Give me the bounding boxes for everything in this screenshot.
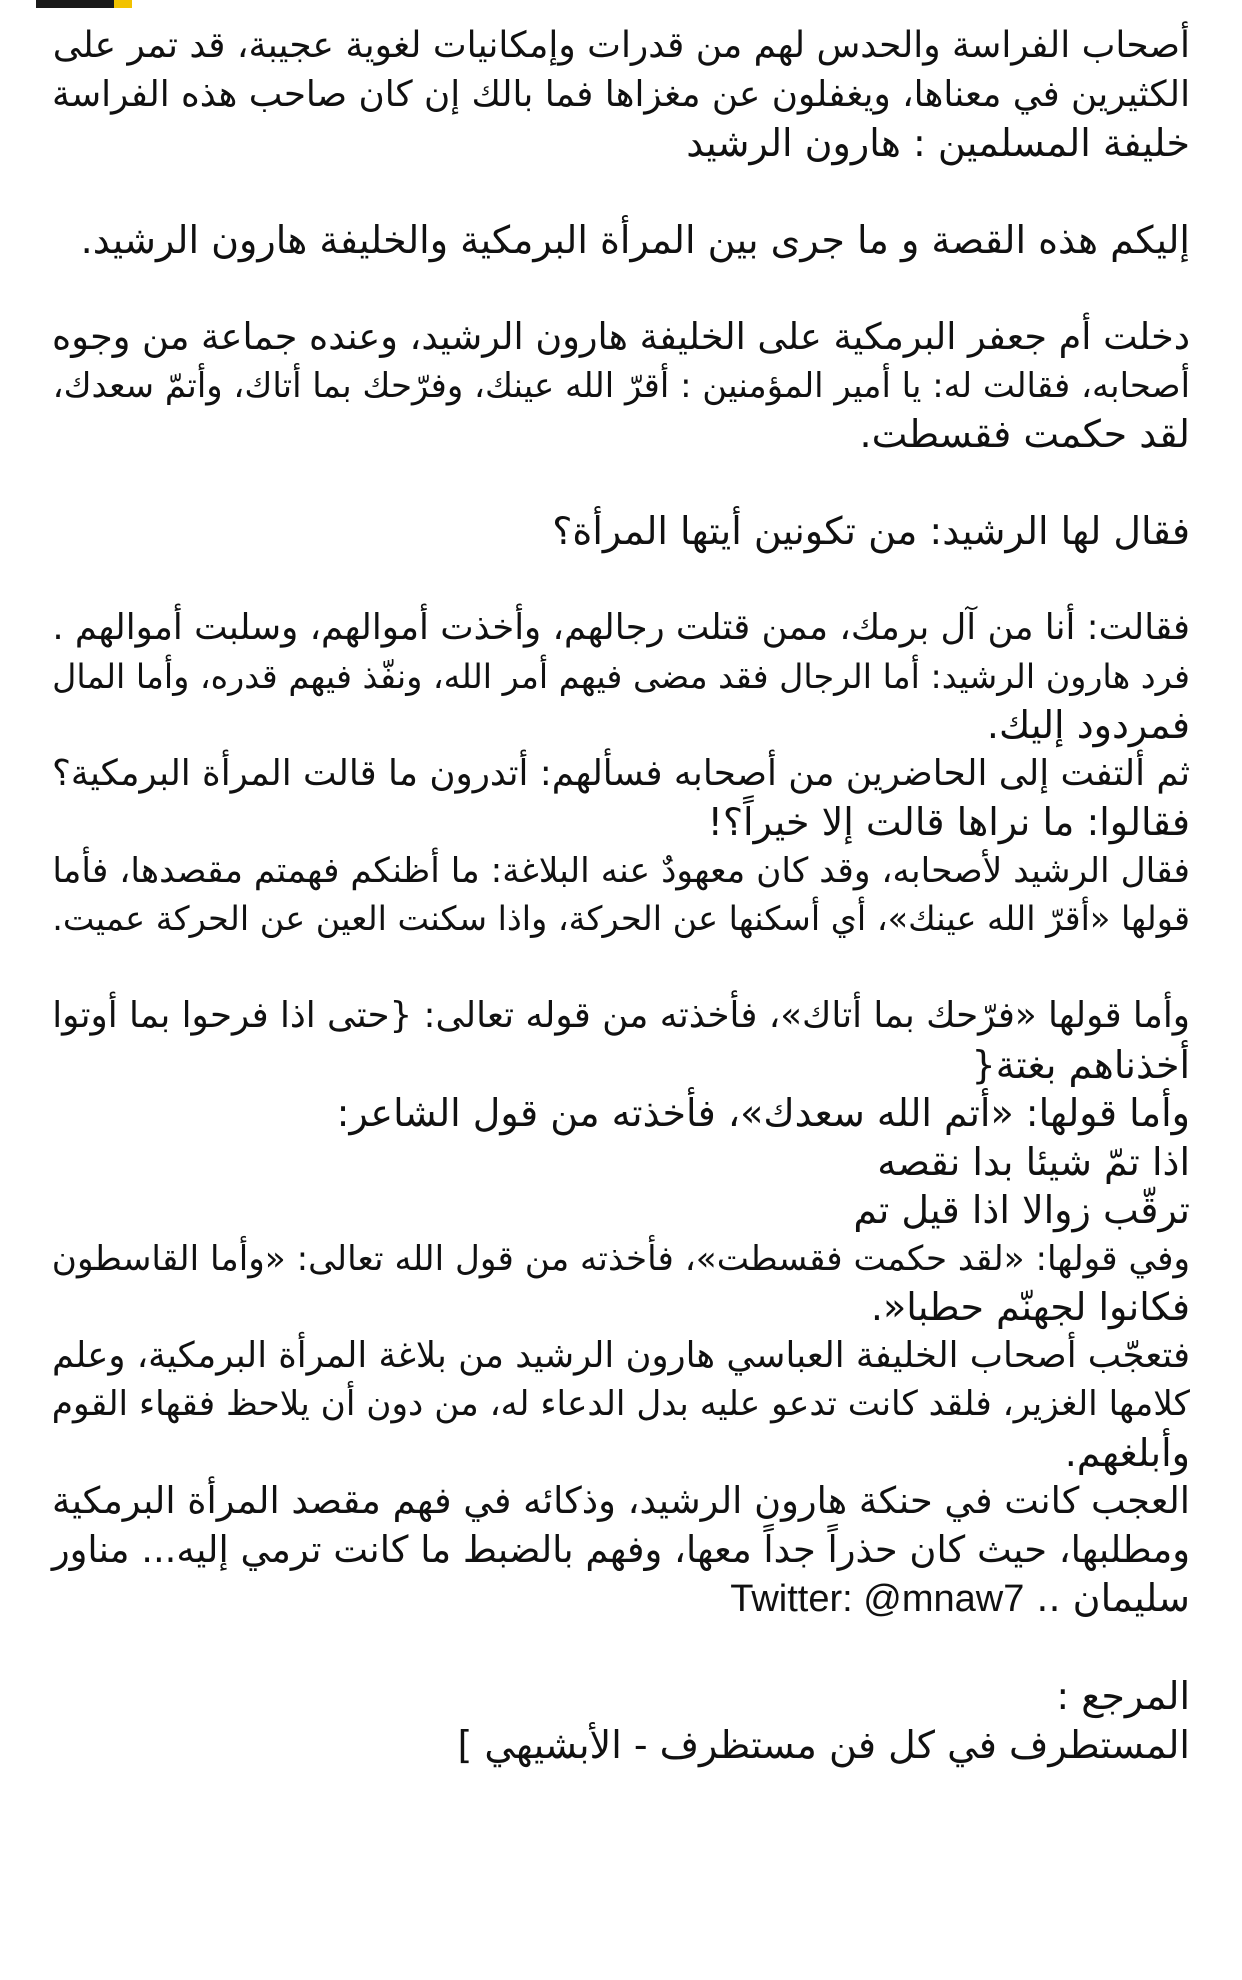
text-line: كلامها الغزير، فلقد كانت تدعو عليه بدل الدعاء له، من دون أن يلاحظ فقهاء القوم xyxy=(51,1384,1190,1424)
text-line: فكانوا لجهنّم حطبا«. xyxy=(870,1285,1190,1329)
reference-label: المرجع : xyxy=(1056,1674,1190,1718)
text-line: إليكم هذه القصة و ما جرى بين المرأة البرمكية والخليفة هارون الرشيد. xyxy=(80,218,1190,262)
text-line: وأما قولها «فرّحك بما أتاك»، فأخذته من قوله تعالى: {حتى اذا فرحوا بما أوتوا xyxy=(52,995,1190,1036)
text-line: ثم ألتفت إلى الحاضرين من أصحابه فسألهم: أتدرون ما قالت المرأة البرمكية؟ xyxy=(51,752,1190,794)
paragraph-gap xyxy=(46,265,1190,314)
text-line: فقال الرشيد لأصحابه، وقد كان معهودٌ عنه البلاغة: ما أظنكم فهمتم مقصدها، فأما xyxy=(52,850,1190,891)
text-line: فرد هارون الرشيد: أما الرجال فقد مضى فيهم أمر الله، ونفّذ فيهم قدره، وأما المال xyxy=(52,656,1190,696)
text-line: لقد حكمت فقسطت. xyxy=(859,412,1190,456)
text-line: العجب كانت في حنكة هارون الرشيد، وذكائه في فهم مقصد المرأة البرمكية xyxy=(52,1479,1190,1522)
text-line: وفي قولها: «لقد حكمت فقسطت»، فأخذته من قول الله تعالى: «وأما القاسطون xyxy=(51,1238,1190,1279)
text-line: فمردود إليك. xyxy=(986,703,1190,747)
text-line: وأما قولها: «أتم الله سعدك»، فأخذته من قول الشاعر: xyxy=(336,1091,1190,1135)
text-line: ومطلبها، حيث كان حذراً جداً معها، وفهم بالضبط ما كانت ترمي إليه... مناور xyxy=(51,1527,1190,1571)
text-line: أصحاب الفراسة والحدس لهم من قدرات وإمكانيات لغوية عجيبة، قد تمر على xyxy=(52,25,1190,66)
author-name: سليمان .. xyxy=(1036,1576,1190,1620)
text-line: قولها «أقرّ الله عينك»، أي أسكنها عن الحركة، واذا سكنت العين عن الحركة عميت. xyxy=(52,899,1190,938)
text-line: فقال لها الرشيد: من تكونين أيتها المرأة؟ xyxy=(552,509,1190,553)
text-line: أصحابه، فقالت له: يا أمير المؤمنين : أقرّ الله عينك، وفرّحك بما أتاك، وأتمّ سعدك، xyxy=(52,365,1190,405)
reference-source: المستطرف في كل فن مستظرف - الأبشيهي ] xyxy=(457,1722,1190,1767)
top-bar xyxy=(0,0,1242,10)
text-line: دخلت أم جعفر البرمكية على الخليفة هارون الرشيد، وعنده جماعة من وجوه xyxy=(52,315,1190,358)
text-line: فقالوا: ما نراها قالت إلا خيراً؟! xyxy=(707,800,1190,844)
text-line: فقالت: أنا من آل برمك، ممن قتلت رجالهم، وأخذت أموالهم، وسلبت أموالهم . xyxy=(52,607,1190,648)
text-line: وأبلغهم. xyxy=(1064,1430,1190,1475)
post-text xyxy=(46,22,1190,1769)
text-line: خليفة المسلمين : هارون الرشيد xyxy=(686,121,1190,165)
text-line: اذا تمّ شيئا بدا نقصه xyxy=(877,1139,1190,1184)
text-line: ترقّب زوالا اذا قيل تم xyxy=(853,1188,1190,1232)
text-line: فتعجّب أصحاب الخليفة العباسي هارون الرشيد من بلاغة المرأة البرمكية، وعلم xyxy=(52,1334,1190,1376)
paragraph-gap xyxy=(46,556,1190,605)
text-line: أخذناهم بغتة{ xyxy=(971,1042,1190,1087)
paragraph-gap xyxy=(46,944,1190,993)
author-line xyxy=(46,1574,1190,1624)
paragraph-gap xyxy=(46,168,1190,217)
paragraph-gap xyxy=(46,459,1190,508)
text-line: الكثيرين في معناها، ويغفلون عن مغزاها فما بالك إن كان صاحب هذه الفراسة xyxy=(52,73,1190,115)
top-bar-accent xyxy=(36,0,114,8)
paragraph-gap xyxy=(46,1624,1190,1673)
twitter-handle[interactable]: Twitter: @mnaw7 xyxy=(730,1578,1025,1620)
